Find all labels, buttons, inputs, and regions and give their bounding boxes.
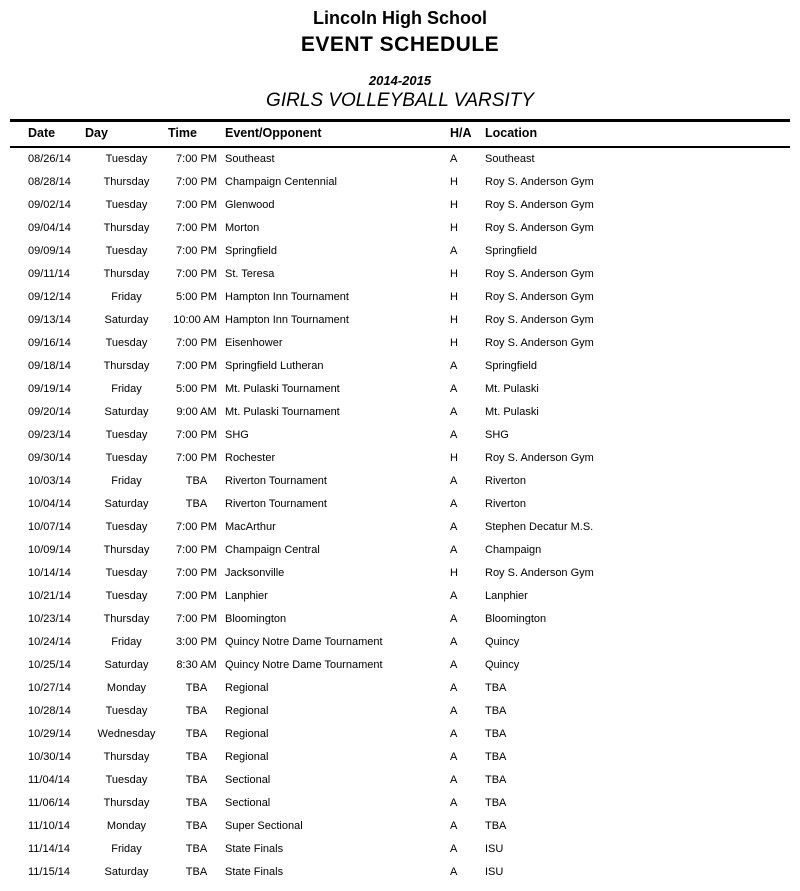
cell-date: 10/29/14 bbox=[28, 727, 71, 740]
schedule-row bbox=[10, 515, 790, 538]
cell-location: Roy S. Anderson Gym bbox=[485, 566, 594, 579]
cell-event: Champaign Centennial bbox=[225, 175, 337, 188]
cell-event: Champaign Central bbox=[225, 543, 320, 556]
cell-time: TBA bbox=[185, 497, 208, 510]
cell-day: Tuesday bbox=[105, 451, 148, 464]
cell-event: SHG bbox=[225, 428, 249, 441]
cell-ha: A bbox=[450, 428, 458, 441]
cell-day: Saturday bbox=[104, 497, 149, 510]
cell-date: 09/23/14 bbox=[28, 428, 71, 441]
cell-day: Wednesday bbox=[97, 727, 156, 740]
cell-date: 10/21/14 bbox=[28, 589, 71, 602]
cell-day: Thursday bbox=[103, 359, 150, 372]
col-header-ha: H/A bbox=[450, 126, 472, 140]
cell-day: Thursday bbox=[103, 543, 150, 556]
cell-date: 09/13/14 bbox=[28, 313, 71, 326]
cell-day: Thursday bbox=[103, 750, 150, 763]
schedule-row bbox=[10, 630, 790, 653]
schedule-row bbox=[10, 285, 790, 308]
schedule-row bbox=[10, 239, 790, 262]
cell-event: Springfield Lutheran bbox=[225, 359, 324, 372]
cell-ha: H bbox=[450, 175, 458, 188]
cell-event: Southeast bbox=[225, 153, 275, 165]
cell-ha: A bbox=[450, 474, 458, 487]
cell-event: Lanphier bbox=[225, 589, 268, 602]
cell-time: 7:00 PM bbox=[176, 566, 217, 579]
schedule-row bbox=[10, 607, 790, 630]
schedule-row bbox=[10, 584, 790, 607]
cell-day: Friday bbox=[111, 842, 142, 855]
cell-location: Springfield bbox=[485, 244, 537, 257]
cell-event: Sectional bbox=[225, 796, 271, 809]
cell-day: Tuesday bbox=[105, 244, 148, 257]
cell-event: Regional bbox=[225, 681, 269, 694]
cell-location: TBA bbox=[485, 727, 507, 740]
cell-ha: A bbox=[450, 244, 458, 257]
cell-event: Eisenhower bbox=[225, 336, 283, 349]
cell-date: 10/09/14 bbox=[28, 543, 71, 556]
cell-time: 7:00 PM bbox=[176, 244, 217, 257]
cell-date: 10/25/14 bbox=[28, 658, 71, 671]
cell-location: Quincy bbox=[485, 658, 520, 671]
cell-event: St. Teresa bbox=[225, 267, 275, 280]
cell-date: 09/18/14 bbox=[28, 359, 71, 372]
schedule-row bbox=[10, 308, 790, 331]
cell-time: 7:00 PM bbox=[176, 543, 217, 556]
cell-date: 09/11/14 bbox=[28, 267, 71, 280]
schedule-row bbox=[10, 492, 790, 515]
cell-event: Sectional bbox=[225, 773, 271, 786]
cell-time: 7:00 PM bbox=[176, 221, 217, 234]
cell-day: Tuesday bbox=[105, 428, 148, 441]
cell-time: 7:00 PM bbox=[176, 198, 217, 211]
cell-time: TBA bbox=[185, 865, 208, 878]
cell-day: Friday bbox=[111, 635, 142, 648]
cell-ha: H bbox=[450, 336, 458, 349]
cell-location: Riverton bbox=[485, 497, 526, 510]
cell-time: TBA bbox=[185, 704, 208, 717]
cell-date: 10/30/14 bbox=[28, 750, 71, 763]
cell-day: Saturday bbox=[104, 313, 149, 326]
cell-time: TBA bbox=[185, 474, 208, 487]
cell-date: 10/23/14 bbox=[28, 612, 71, 625]
cell-event: Glenwood bbox=[225, 198, 275, 211]
cell-location: TBA bbox=[485, 819, 507, 832]
cell-time: 5:00 PM bbox=[176, 382, 217, 395]
cell-event: Hampton Inn Tournament bbox=[225, 290, 349, 303]
cell-ha: A bbox=[450, 612, 458, 625]
cell-time: 7:00 PM bbox=[176, 153, 217, 165]
cell-event: Super Sectional bbox=[225, 819, 303, 832]
cell-time: 7:00 PM bbox=[176, 428, 217, 441]
cell-ha: A bbox=[450, 796, 458, 809]
cell-location: SHG bbox=[485, 428, 509, 441]
cell-time: TBA bbox=[185, 750, 208, 763]
cell-date: 09/04/14 bbox=[28, 221, 71, 234]
schedule-body bbox=[10, 147, 790, 883]
cell-location: TBA bbox=[485, 796, 507, 809]
cell-event: State Finals bbox=[225, 865, 284, 878]
cell-date: 09/19/14 bbox=[28, 382, 71, 395]
cell-location: Roy S. Anderson Gym bbox=[485, 175, 594, 188]
cell-ha: A bbox=[450, 727, 458, 740]
cell-day: Tuesday bbox=[105, 520, 148, 533]
cell-date: 09/16/14 bbox=[28, 336, 71, 349]
cell-ha: H bbox=[450, 198, 458, 211]
cell-event: Bloomington bbox=[225, 612, 287, 625]
cell-date: 09/09/14 bbox=[28, 244, 71, 257]
cell-event: Quincy Notre Dame Tournament bbox=[225, 635, 383, 648]
cell-event: Mt. Pulaski Tournament bbox=[225, 405, 340, 418]
cell-day: Saturday bbox=[104, 658, 149, 671]
cell-time: 7:00 PM bbox=[176, 267, 217, 280]
cell-ha: H bbox=[450, 451, 458, 464]
cell-day: Friday bbox=[111, 290, 142, 303]
cell-time: 9:00 AM bbox=[176, 405, 217, 418]
col-header-date: Date bbox=[28, 126, 56, 140]
cell-day: Monday bbox=[106, 681, 147, 694]
cell-date: 09/02/14 bbox=[28, 198, 71, 211]
cell-location: ISU bbox=[485, 865, 504, 878]
cell-time: 3:00 PM bbox=[176, 635, 217, 648]
cell-day: Thursday bbox=[103, 175, 150, 188]
cell-location: TBA bbox=[485, 681, 507, 694]
schedule-row bbox=[10, 262, 790, 285]
schedule-row bbox=[10, 676, 790, 699]
cell-location: Roy S. Anderson Gym bbox=[485, 451, 594, 464]
cell-ha: A bbox=[450, 520, 458, 533]
cell-date: 10/28/14 bbox=[28, 704, 71, 717]
cell-date: 11/14/14 bbox=[28, 842, 71, 855]
schedule-row bbox=[10, 791, 790, 814]
cell-ha: H bbox=[450, 267, 458, 280]
cell-ha: A bbox=[450, 750, 458, 763]
cell-event: Springfield bbox=[225, 244, 277, 257]
cell-event: Quincy Notre Dame Tournament bbox=[225, 658, 383, 671]
cell-day: Thursday bbox=[103, 796, 150, 809]
cell-day: Tuesday bbox=[105, 773, 148, 786]
cell-location: Roy S. Anderson Gym bbox=[485, 290, 594, 303]
cell-ha: H bbox=[450, 313, 458, 326]
cell-location: Roy S. Anderson Gym bbox=[485, 267, 594, 280]
schedule-row bbox=[10, 216, 790, 239]
cell-date: 11/06/14 bbox=[28, 796, 71, 809]
cell-time: 5:00 PM bbox=[176, 290, 217, 303]
schedule-row bbox=[10, 423, 790, 446]
cell-time: 10:00 AM bbox=[173, 313, 220, 326]
schedule-row bbox=[10, 193, 790, 216]
cell-ha: A bbox=[450, 497, 458, 510]
cell-time: 7:00 PM bbox=[176, 520, 217, 533]
cell-date: 10/27/14 bbox=[28, 681, 71, 694]
cell-day: Friday bbox=[111, 474, 142, 487]
cell-ha: A bbox=[450, 589, 458, 602]
cell-time: 7:00 PM bbox=[176, 175, 217, 188]
cell-day: Monday bbox=[106, 819, 147, 832]
schedule-row bbox=[10, 837, 790, 860]
cell-location: ISU bbox=[485, 842, 504, 855]
cell-event: MacArthur bbox=[225, 520, 276, 533]
cell-ha: A bbox=[450, 359, 458, 372]
cell-location: TBA bbox=[485, 750, 507, 763]
schedule-row bbox=[10, 331, 790, 354]
cell-location: Southeast bbox=[485, 153, 535, 165]
schedule-row bbox=[10, 561, 790, 584]
schedule-row bbox=[10, 814, 790, 837]
cell-location: Lanphier bbox=[485, 589, 528, 602]
cell-ha: H bbox=[450, 221, 458, 234]
cell-time: TBA bbox=[185, 681, 208, 694]
cell-location: Roy S. Anderson Gym bbox=[485, 313, 594, 326]
page-title: EVENT SCHEDULE bbox=[300, 33, 500, 56]
cell-date: 10/07/14 bbox=[28, 520, 71, 533]
schedule-row bbox=[10, 768, 790, 791]
cell-date: 11/10/14 bbox=[28, 819, 71, 832]
cell-ha: A bbox=[450, 704, 458, 717]
cell-location: TBA bbox=[485, 704, 507, 717]
schedule-row bbox=[10, 538, 790, 561]
cell-time: 7:00 PM bbox=[176, 589, 217, 602]
cell-ha: H bbox=[450, 290, 458, 303]
season-label: 2014-2015 bbox=[368, 73, 432, 88]
cell-event: Riverton Tournament bbox=[225, 474, 327, 487]
cell-event: State Finals bbox=[225, 842, 284, 855]
cell-time: 7:00 PM bbox=[176, 612, 217, 625]
schedule-row bbox=[10, 377, 790, 400]
schedule-header-row bbox=[10, 121, 790, 148]
col-header-location: Location bbox=[485, 126, 538, 140]
schedule-row bbox=[10, 722, 790, 745]
cell-time: TBA bbox=[185, 796, 208, 809]
cell-event: Regional bbox=[225, 704, 269, 717]
cell-location: Riverton bbox=[485, 474, 526, 487]
cell-location: Roy S. Anderson Gym bbox=[485, 221, 594, 234]
cell-date: 11/04/14 bbox=[28, 773, 71, 786]
cell-location: Mt. Pulaski bbox=[485, 405, 539, 418]
cell-location: Mt. Pulaski bbox=[485, 382, 539, 395]
cell-time: TBA bbox=[185, 819, 208, 832]
cell-location: Roy S. Anderson Gym bbox=[485, 336, 594, 349]
cell-ha: H bbox=[450, 566, 458, 579]
schedule-row bbox=[10, 446, 790, 469]
cell-date: 11/15/14 bbox=[28, 865, 71, 878]
cell-location: Bloomington bbox=[485, 612, 547, 625]
cell-event: Morton bbox=[225, 221, 260, 234]
cell-ha: A bbox=[450, 153, 458, 165]
cell-location: Stephen Decatur M.S. bbox=[485, 520, 594, 533]
schedule-row bbox=[10, 469, 790, 492]
cell-event: Regional bbox=[225, 727, 269, 740]
cell-time: 7:00 PM bbox=[176, 359, 217, 372]
cell-time: TBA bbox=[185, 773, 208, 786]
cell-day: Thursday bbox=[103, 612, 150, 625]
cell-location: Springfield bbox=[485, 359, 537, 372]
col-header-day: Day bbox=[85, 126, 108, 140]
cell-day: Tuesday bbox=[105, 589, 148, 602]
cell-ha: A bbox=[450, 842, 458, 855]
cell-day: Tuesday bbox=[105, 153, 148, 165]
cell-date: 09/20/14 bbox=[28, 405, 71, 418]
cell-event: Regional bbox=[225, 750, 269, 763]
cell-ha: A bbox=[450, 819, 458, 832]
cell-time: 7:00 PM bbox=[176, 451, 217, 464]
schedule-table bbox=[10, 119, 790, 883]
schedule-row bbox=[10, 354, 790, 377]
schedule-row bbox=[10, 699, 790, 722]
cell-date: 10/03/14 bbox=[28, 474, 71, 487]
cell-date: 09/12/14 bbox=[28, 290, 71, 303]
cell-day: Saturday bbox=[104, 405, 149, 418]
cell-location: Champaign bbox=[485, 543, 542, 556]
cell-ha: A bbox=[450, 543, 458, 556]
cell-ha: A bbox=[450, 681, 458, 694]
schedule-row bbox=[10, 745, 790, 768]
cell-location: Quincy bbox=[485, 635, 520, 648]
schedule-row bbox=[10, 147, 790, 170]
cell-day: Tuesday bbox=[105, 198, 148, 211]
schedule-row bbox=[10, 400, 790, 423]
cell-ha: A bbox=[450, 382, 458, 395]
cell-date: 10/24/14 bbox=[28, 635, 71, 648]
cell-ha: A bbox=[450, 658, 458, 671]
col-header-event: Event/Opponent bbox=[225, 126, 322, 140]
cell-day: Tuesday bbox=[105, 566, 148, 579]
document-heading bbox=[10, 8, 790, 112]
cell-event: Hampton Inn Tournament bbox=[225, 313, 349, 326]
cell-date: 08/26/14 bbox=[28, 153, 71, 165]
cell-location: TBA bbox=[485, 773, 507, 786]
cell-date: 10/04/14 bbox=[28, 497, 71, 510]
cell-day: Friday bbox=[111, 382, 142, 395]
cell-day: Thursday bbox=[103, 267, 150, 280]
cell-event: Riverton Tournament bbox=[225, 497, 327, 510]
cell-time: 8:30 AM bbox=[176, 658, 217, 671]
cell-time: 7:00 PM bbox=[176, 336, 217, 349]
cell-ha: A bbox=[450, 865, 458, 878]
cell-day: Tuesday bbox=[105, 336, 148, 349]
school-name: Lincoln High School bbox=[313, 8, 487, 28]
cell-day: Tuesday bbox=[105, 704, 148, 717]
cell-date: 10/14/14 bbox=[28, 566, 71, 579]
cell-day: Thursday bbox=[103, 221, 150, 234]
schedule-row bbox=[10, 653, 790, 676]
cell-day: Saturday bbox=[104, 865, 149, 878]
cell-event: Mt. Pulaski Tournament bbox=[225, 382, 340, 395]
cell-time: TBA bbox=[185, 842, 208, 855]
cell-date: 08/28/14 bbox=[28, 175, 71, 188]
cell-event: Rochester bbox=[225, 451, 276, 464]
cell-date: 09/30/14 bbox=[28, 451, 71, 464]
cell-time: TBA bbox=[185, 727, 208, 740]
team-subtitle: GIRLS VOLLEYBALL VARSITY bbox=[266, 90, 534, 111]
schedule-row bbox=[10, 170, 790, 193]
cell-location: Roy S. Anderson Gym bbox=[485, 198, 594, 211]
schedule-row bbox=[10, 860, 790, 883]
cell-ha: A bbox=[450, 635, 458, 648]
cell-ha: A bbox=[450, 405, 458, 418]
cell-event: Jacksonville bbox=[225, 566, 285, 579]
col-header-time: Time bbox=[168, 126, 197, 140]
cell-ha: A bbox=[450, 773, 458, 786]
